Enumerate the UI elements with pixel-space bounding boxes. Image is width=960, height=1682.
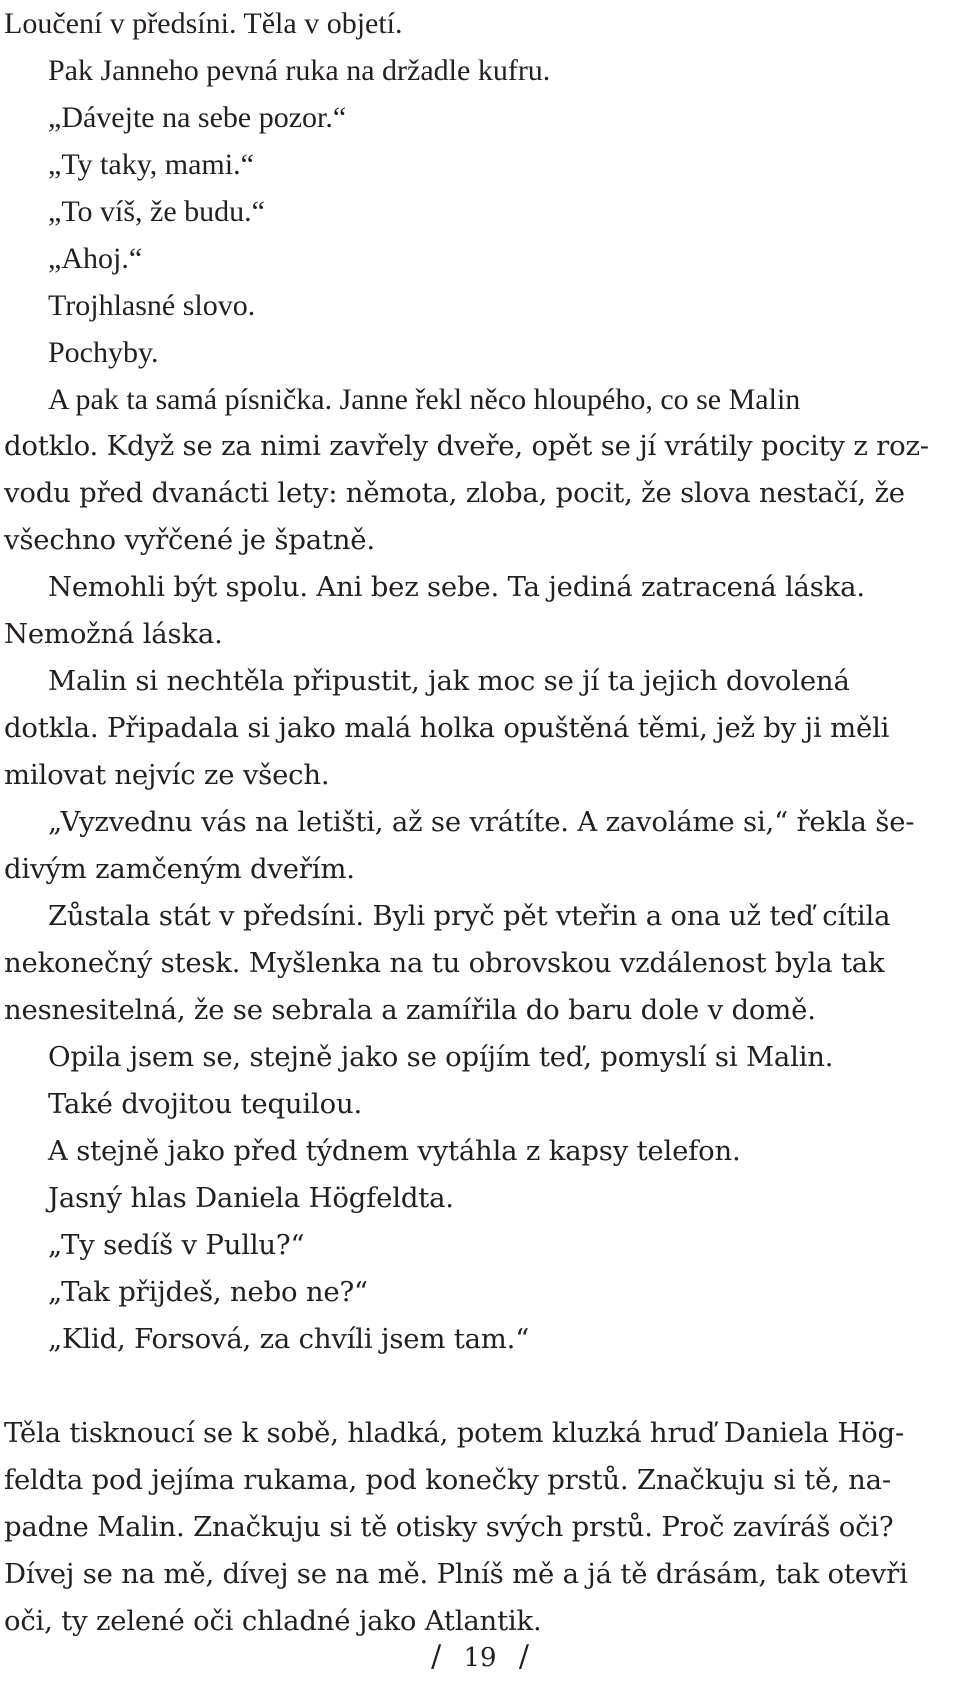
text-line: dotklo. Když se za nimi zavřely dveře, opět se jí vrátily pocity z roz- — [4, 430, 929, 462]
text-line: Nemožná láska. — [4, 618, 223, 650]
text-line: oči, ty zelené oči chladné jako Atlantik. — [4, 1605, 542, 1637]
text-line: Dívej se na mě, dívej se na mě. Plníš mě a já tě drásám, tak otevři — [4, 1558, 908, 1590]
text-line: A stejně jako před týdnem vytáhla z kapsy telefon. — [48, 1135, 741, 1167]
section-break — [4, 1363, 956, 1410]
text-line: Jasný hlas Daniela Högfeldta. — [48, 1182, 454, 1214]
text-line: „Vyzvednu vás na letišti, až se vrátíte. A zavoláme si,“ řekla še- — [48, 806, 915, 838]
text-line: Těla tisknoucí se k sobě, hladká, potem kluzká hruď Daniela Hög- — [4, 1417, 905, 1449]
text-line: Nemohli být spolu. Ani bez sebe. Ta jediná zatracená láska. — [48, 571, 865, 603]
body-text — [4, 0, 956, 1645]
text-line: Také dvojitou tequilou. — [48, 1088, 362, 1120]
text-line: Malin si nechtěla připustit, jak moc se jí ta jejich dovolená — [48, 665, 850, 697]
text-line: „Ahoj.“ — [48, 242, 143, 275]
text-line: „Dávejte na sebe pozor.“ — [48, 101, 347, 134]
text-line: „Klid, Forsová, za chvíli jsem tam.“ — [48, 1323, 530, 1355]
text-line: milovat nejvíc ze všech. — [4, 759, 330, 791]
text-line: feldta pod jejíma rukama, pod konečky prstů. Značkuju si tě, na- — [4, 1464, 891, 1496]
text-line: Zůstala stát v předsíni. Byli pryč pět vteřin a ona už teď cítila — [48, 900, 891, 932]
text-line: vodu před dvanácti lety: němota, zloba, pocit, že slova nestačí, že — [4, 477, 905, 509]
text-line: Loučení v předsíni. Těla v objetí. — [4, 7, 403, 40]
text-line: Pak Janneho pevná ruka na držadle kufru. — [48, 54, 551, 87]
text-line: A pak ta samá písnička. Janne řekl něco hloupého, co se Malin — [48, 383, 801, 416]
text-line: Trojhlasné slovo. — [48, 289, 256, 322]
text-line: „Ty taky, mami.“ — [48, 148, 254, 181]
folio-left-slash: / — [431, 1639, 442, 1674]
text-line: dotkla. Připadala si jako malá holka opuštěná těmi, jež by ji měli — [4, 712, 890, 744]
text-line: nekonečný stesk. Myšlenka na tu obrovskou vzdálenost byla tak — [4, 947, 885, 979]
text-line: „Tak přijdeš, nebo ne?“ — [48, 1276, 368, 1308]
text-line: padne Malin. Značkuju si tě otisky svých prstů. Proč zavíráš oči? — [4, 1511, 894, 1543]
text-line: „To víš, že budu.“ — [48, 195, 266, 228]
text-line: „Ty sedíš v Pullu?“ — [48, 1229, 305, 1261]
page-footer — [0, 1640, 960, 1675]
text-line: všechno vyřčené je špatně. — [4, 524, 375, 556]
text-line: nesnesitelná, že se sebrala a zamířila do baru dole v domě. — [4, 994, 816, 1026]
folio-right-slash: / — [518, 1639, 529, 1674]
text-line: Pochyby. — [48, 336, 159, 369]
text-line: Opila jsem se, stejně jako se opíjím teď, pomyslí si Malin. — [48, 1041, 834, 1073]
page-number: 19 — [463, 1643, 497, 1673]
text-line: divým zamčeným dveřím. — [4, 853, 355, 885]
